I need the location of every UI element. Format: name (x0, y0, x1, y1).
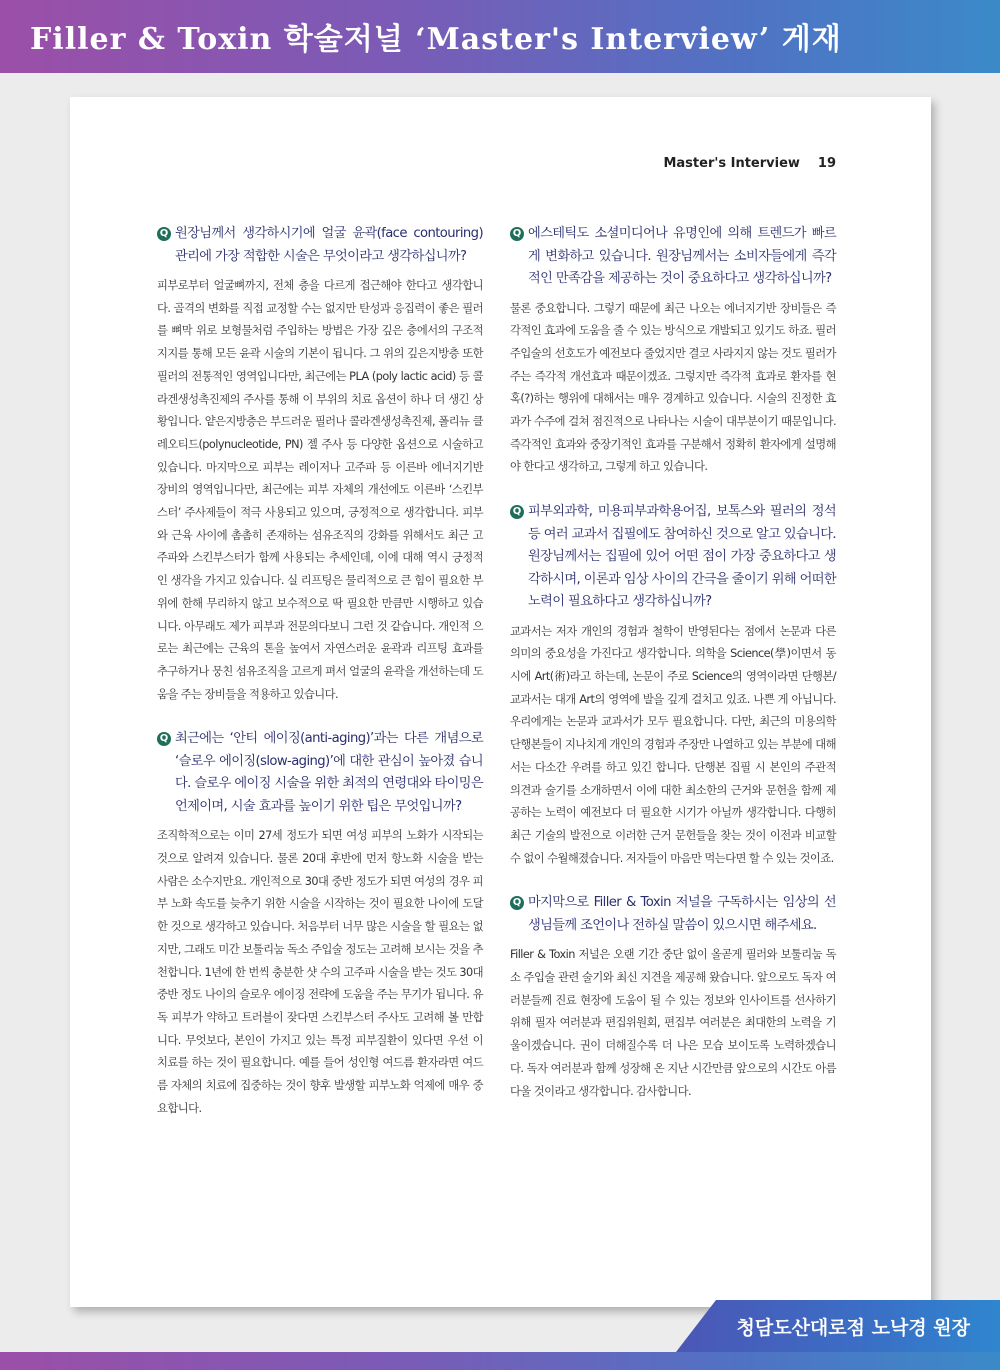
page-number: 19 (817, 156, 836, 171)
question-block (510, 892, 836, 937)
answer-text: 물론 중요합니다. 그렇기 때문에 최근 나오는 에너지기반 장비들은 즉각적인 효과에 도움을 줄 수 있는 방식으로 개발되고 있기도 하죠. 필러 주입술의 선호도가 예전보다 줄었지만 결코 사라지지 않는 것도 필러가 주는 즉각적 개선효과 때문이겠죠. 그렇지만 즉각적 효과로 환자를 현혹(?)하는 행위에 대해서는 매우 경계하고 있습니다. 시술의 진정한 효과가 수주에 걸쳐 점진적으로 나타나는 시술이 대부분이기 때문입니다. 즉각적인 효과와 중장기적인 효과를 구분해서 정확히 환자에게 설명해야 한다고 생각하고, 그렇게 하고 있습니다. (510, 301, 836, 474)
question-icon: Q (510, 227, 524, 241)
section-title: Master's Interview (663, 156, 800, 171)
left-column (157, 223, 483, 1143)
question-icon: Q (510, 505, 524, 519)
answer-text: Filler & Toxin 저널은 오랜 기간 중단 없이 올곧게 필러와 보툴리눔 독소 주입술 관련 술기와 최신 지견을 제공해 왔습니다. 앞으로도 독자 여러분들께 진료 현장에 도움이 될 수 있는 정보와 인사이트를 선사하기 위해 필자 여러분과 편집위원회, 편집부 여러분은 최대한의 노력을 기울이겠습니다. 권이 더해질수록 더 나은 모습 보이도록 노력하겠습니다. 독자 여러분과 함께 성장해 온 지난 시간만큼 앞으로의 시간도 아름다울 것이라고 생각합니다. 감사합니다. (510, 948, 836, 1098)
question-block (157, 223, 483, 268)
journal-page (70, 97, 931, 1307)
doctor-name: 청담도산대로점 노낙경 원장 (736, 1317, 970, 1339)
question-text: 마지막으로 Filler & Toxin 저널을 구독하시는 임상의 선생님들께 조언이나 전하실 말씀이 있으시면 해주세요. (528, 895, 836, 933)
question-icon: Q (157, 227, 171, 241)
answer-text: 피부로부터 얼굴뼈까지, 전체 층을 다르게 접근해야 한다고 생각합니다. 골격의 변화를 직접 교정할 수는 없지만 탄성과 응집력이 좋은 필러를 뼈막 위로 보형물처럼 주입하는 방법은 가장 깊은 층에서의 구조적 지지를 통해 모든 윤곽 시술의 기본이 됩니다. 그 위의 깊은지방층 또한 필러의 전통적인 영역입니다만, 최근에는 PLA (poly lactic acid) 등 콜라겐생성촉진제의 주사를 통해 이 부위의 치료 옵션이 하나 더 생긴 상황입니다. 얕은지방층은 부드러운 필러나 콜라겐생성촉진제, 폴리뉴 클레오티드(polynucleotide, PN) 젤 주사 등 다양한 옵션으로 시술하고 있습니다. 마지막으로 피부는 레이저나 고주파 등 이른바 에너지기반 장비의 영역입니다만, 최근에는 피부 자체의 개선에도 이른바 ‘스킨부스터’ 주사제들이 적극 사용되고 있으며, 긍정적으로 생각합니다. 피부와 근육 사이에 촘촘히 존재하는 섬유조직의 강화를 위해서도 최근 고주파와 스킨부스터가 함께 사용되는 추세인데, 이에 대해 역시 긍정적인 생각을 가지고 있습니다. 실 리프팅은 물리적으로 큰 힘이 필요한 부위에 한해 무리하지 않고 보수적으로 딱 필요한 만큼만 시행하고 있습니다. 아무래도 제가 피부과 전문의다보니 그런 것 같습니다. 개인적 으로는 최근에는 근육의 톤을 높여서 자연스러운 윤곽과 리프팅 효과를 추구하거나 뭉친 섬유조직을 고르게 펴서 얼굴의 윤곽을 개선하는데 도움을 주는 장비들을 적용하고 있습니다. (157, 279, 483, 701)
question-block (510, 501, 836, 614)
question-icon: Q (510, 896, 524, 910)
question-text: 최근에는 ‘안티 에이징(anti-aging)’과는 다른 개념으로 ‘슬로우 에이징(slow-aging)’에 대한 관심이 높아졌 습니다. 슬로우 에이징 시술을 위한 최적의 연령대와 타이밍은 언제이며, 시술 효과를 높이기 위한 팁은 무엇입니까? (175, 731, 483, 814)
banner-title: Filler & Toxin 학술저널 ‘Master's Interview’ 게재 (30, 22, 842, 57)
question-text: 피부외과학, 미용피부과학용어집, 보톡스와 필러의 정석 등 여러 교과서 집필에도 참여하신 것으로 알고 있습니다. 원장님께서는 집필에 있어 어떤 점이 가장 중요하다고 생각하시며, 이론과 임상 사이의 간극을 줄이기 위해 어떠한 노력이 필요하다고 생각하십니까? (528, 504, 836, 610)
question-icon: Q (157, 732, 171, 746)
question-block (157, 728, 483, 818)
answer-text: 교과서는 저자 개인의 경험과 철학이 반영된다는 점에서 논문과 다른 의미의 중요성을 가진다고 생각합니다. 의학을 Science(學)이면서 동시에 Art(術)라고 하는데, 논문이 주로 Science의 영역이라면 단행본/교과서는 대개 Art의 영역에 발을 깊게 걸치고 있죠. 나쁜 게 아닙니다. 우리에게는 논문과 교과서가 모두 필요합니다. 다만, 최근의 미용의학 단행본들이 지나치게 개인의 경험과 주장만 나열하고 있는 부분에 대해서는 다소간 우려를 하고 있긴 합니다. 단행본 집필 시 본인의 주관적 의견과 술기를 소개하면서 이에 대한 최소한의 근거와 문헌을 함께 제공하는 노력이 예전보다 더 필요한 시기가 아닐까 생각합니다. 다행히 최근 기술의 발전으로 이러한 근거 문헌들을 찾는 것이 이전과 비교할 수 없이 수월해졌습니다. 저자들이 마음만 먹는다면 할 수 있는 것이죠. (510, 624, 836, 865)
answer-text: 조직학적으로는 이미 27세 정도가 되면 여성 피부의 노화가 시작되는 것으로 알려져 있습니다. 물론 20대 후반에 먼저 항노화 시술을 받는 사람은 소수지만요. 개인적으로 30대 중반 정도가 되면 여성의 경우 피부 노화 속도를 늦추기 위한 시술을 시작하는 것이 필요한 나이에 도달한 것으로 생각하고 있습니다. 처음부터 너무 많은 시술을 할 필요는 없지만, 그래도 미간 보툴리눔 독소 주입술 정도는 고려해 보시는 것을 추천합니다. 1년에 한 번씩 충분한 샷 수의 고주파 시술을 받는 것도 30대 중반 정도 나이의 슬로우 에이징 전략에 도움을 주는 무기가 됩니다. 유독 피부가 약하고 트러블이 잦다면 스킨부스터 주사도 고려해 볼 만합니다. 무엇보다, 본인이 가지고 있는 특정 피부질환이 있다면 우선 이 치료를 하는 것이 필요합니다. 예를 들어 성인형 여드름 환자라면 여드름 자체의 치료에 집중하는 것이 향후 발생할 피부노화 억제에 매우 중요합니다. (157, 829, 483, 1115)
right-column (510, 223, 836, 1125)
footer-bar (0, 1352, 1000, 1370)
question-text: 원장님께서 생각하시기에 얼굴 윤곽(face contouring) 관리에 가장 적합한 시술은 무엇이라고 생각하십니까? (175, 226, 483, 264)
header-banner (0, 0, 1000, 73)
question-text: 에스테틱도 소셜미디어나 유명인에 의해 트렌드가 빠르게 변화하고 있습니다. 원장님께서는 소비자들에게 즉각적인 만족감을 제공하는 것이 중요하다고 생각하십니까? (528, 226, 836, 286)
question-block (510, 223, 836, 291)
running-head (663, 156, 836, 171)
